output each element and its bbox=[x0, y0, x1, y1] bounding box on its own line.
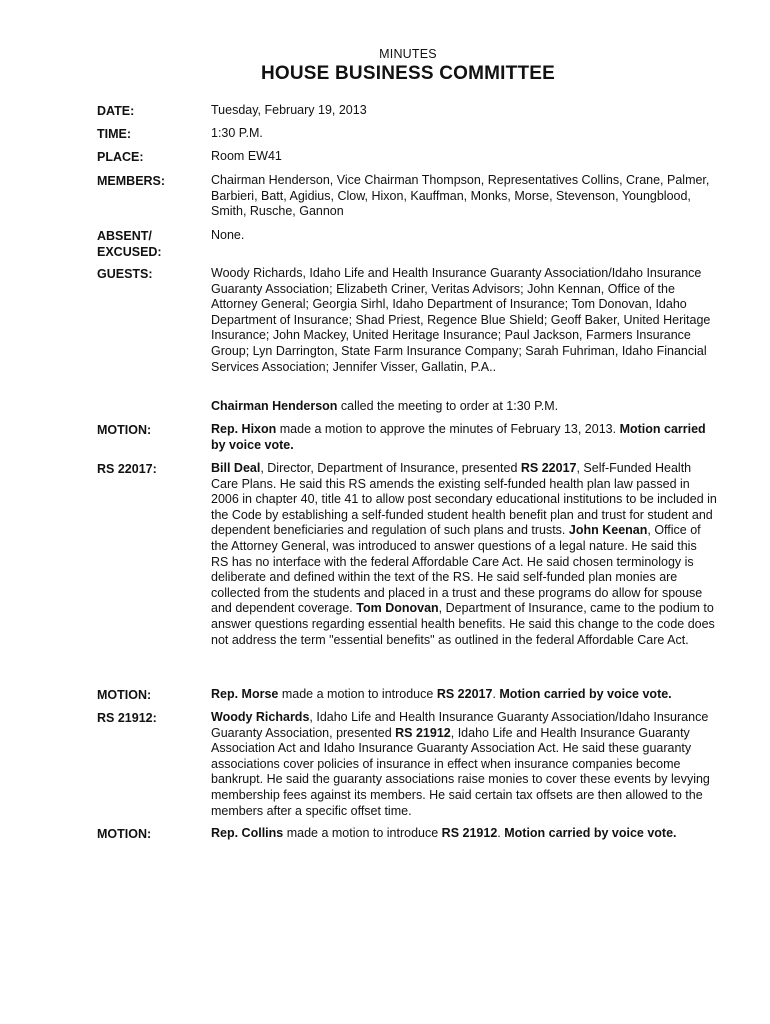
motion-3-statement: made a motion to introduce bbox=[283, 826, 442, 840]
rs-21912-label: RS 21912: bbox=[97, 711, 157, 725]
committee-title: HOUSE BUSINESS COMMITTEE bbox=[260, 63, 556, 84]
absent-label-line1: ABSENT/ bbox=[97, 229, 152, 243]
guests-value: Woody Richards, Idaho Life and Health Insurance Guaranty Association/Idaho Insurance Guaranty Association; Elizabeth Criner, Veritas Advisors; John Kennan, Office of the Attorney General; Georgia Sirhl, Idaho Department of Insurance; Tom Donovan, Idaho Department of Insurance; Shad Priest, Regence Blue Shield; Geoff Baker, United Heritage Insurance; John Mackey, United Heritage Insurance; Paul Jackson, Farmers Insurance Group; Lyn Darrington, State Farm Insurance Company; Sarah Fuhriman, Idaho Financial Services Association; Jennifer Visser, Gallatin, P.A.. bbox=[211, 266, 711, 374]
absent-label-line2: EXCUSED: bbox=[97, 245, 162, 259]
chairman-name: Chairman Henderson bbox=[211, 399, 338, 413]
rs-21912-number: RS 21912 bbox=[395, 725, 451, 740]
motion-3-result: Motion carried by voice vote. bbox=[504, 826, 677, 840]
rs-21912-presenter: Woody Richards bbox=[211, 710, 310, 724]
call-to-order-text bbox=[211, 399, 717, 415]
rs-22017-part3: , Office of the Attorney General, was introduced to answer questions of a legal nature. He said this RS has no interface with the federal Affordable Care Act. He said chosen terminology is deliberate and defined within the text of the RS. He said self-funded plan monies are collected from the students and placed in a trust and these programs do allow for spouse and dependent coverage. bbox=[211, 523, 703, 616]
rs-22017-attorney: John Keenan bbox=[568, 523, 648, 538]
motion-1-mover: Rep. Hixon bbox=[211, 422, 277, 436]
absent-label bbox=[97, 228, 207, 260]
rs-22017-number: RS 22017 bbox=[520, 461, 577, 475]
absent-value: None. bbox=[211, 228, 245, 242]
rs-22017-label: RS 22017: bbox=[97, 462, 157, 476]
rs-22017-donovan: Tom Donovan bbox=[356, 601, 439, 616]
motion-3-separator: . bbox=[497, 826, 505, 840]
motion-2-separator: . bbox=[492, 687, 500, 701]
time-label: TIME: bbox=[97, 127, 132, 141]
rs-22017-part4: , Department of Insurance, came to the podium to answer questions regarding essential health benefits. He said this change to the code does not address the term "essential benefits" as outlined in the federal Affordable Care Act. bbox=[211, 601, 715, 647]
motion-3-text bbox=[211, 826, 717, 842]
rs-21912-text bbox=[211, 710, 717, 819]
place-label: PLACE: bbox=[97, 150, 144, 164]
rs-22017-part1: , Director, Department of Insurance, presented bbox=[260, 461, 521, 475]
document-kicker: MINUTES bbox=[379, 47, 437, 61]
rs-21912-part2: , Idaho Life and Health Insurance Guaranty Association Act and Idaho Insurance Guaranty Association Act. He said these guaranty associations cover policies of insurance in effect when insurance companies become bankrupt. He said the guaranty associations raise monies to cover these events by levying membership fees against its members. He said certain tax offsets are then allowed to the members after a specific offset time. bbox=[211, 725, 710, 818]
place-value: Room EW41 bbox=[211, 149, 282, 163]
motion-2-result: Motion carried by voice vote. bbox=[499, 687, 672, 701]
motion-1-text bbox=[211, 422, 717, 453]
rs-22017-part2: , Self-Funded Health Care Plans. He said this RS amends the existing self-funded health plan law passed in 2006 in chapter 40, title 41 to allow post secondary educational institutions to be included in the Code by establishing a self-funded student health benefit plan and trust for student and dependent beneficiaries and regulation of such plans and trusts. bbox=[211, 461, 717, 538]
rs-21912-part1: , Idaho Life and Health Insurance Guaranty Association/Idaho Insurance Guaranty Association, presented bbox=[211, 710, 709, 740]
date-value: Tuesday, February 19, 2013 bbox=[211, 103, 367, 117]
motion-2-mover: Rep. Morse bbox=[211, 687, 279, 701]
date-label: DATE: bbox=[97, 104, 135, 118]
motion-1-label: MOTION: bbox=[97, 423, 152, 437]
motion-1-result: Motion carried by voice vote. bbox=[211, 422, 706, 452]
guests-label: GUESTS: bbox=[97, 267, 153, 281]
call-to-order-statement: called the meeting to order at 1:30 P.M. bbox=[337, 399, 559, 413]
motion-2-text bbox=[211, 687, 717, 703]
rs-22017-presenter: Bill Deal bbox=[211, 461, 261, 475]
members-value: Chairman Henderson, Vice Chairman Thompson, Representatives Collins, Crane, Palmer, Barbieri, Batt, Agidius, Clow, Hixon, Kauffman, Monks, Morse, Stevenson, Youngblood, Smith, Rusche, Gannon bbox=[211, 173, 710, 219]
motion-2-statement: made a motion to introduce bbox=[278, 687, 437, 701]
members-label: MEMBERS: bbox=[97, 174, 166, 188]
rs-22017-text bbox=[211, 461, 717, 648]
motion-1-statement: made a motion to approve the minutes of February 13, 2013. bbox=[276, 422, 620, 436]
motion-2-rs: RS 22017 bbox=[436, 687, 493, 701]
motion-3-rs: RS 21912 bbox=[441, 826, 498, 840]
motion-2-label: MOTION: bbox=[97, 688, 152, 702]
time-value: 1:30 P.M. bbox=[211, 126, 263, 140]
motion-3-mover: Rep. Collins bbox=[211, 826, 284, 840]
motion-3-label: MOTION: bbox=[97, 827, 152, 841]
